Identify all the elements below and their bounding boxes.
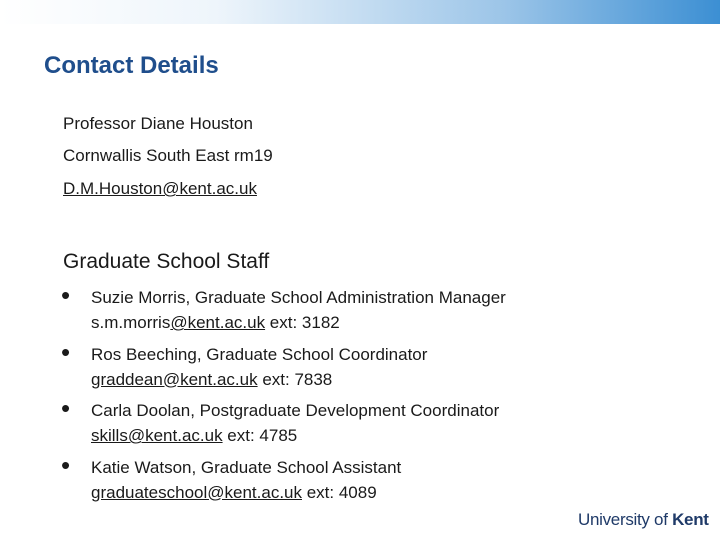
bullet-icon: • [61,393,71,423]
staff-name-role: Carla Doolan, Postgraduate Development Coordinator [91,401,500,420]
staff-list [60,280,700,510]
staff-list-item [60,393,700,454]
bullet-icon: • [61,449,71,480]
staff-extension: ext: 4089 [302,482,377,502]
staff-name-role: Katie Watson, Graduate School Assistant [91,457,402,477]
staff-heading: Graduate School Staff [63,250,270,273]
page-title: Contact Details [44,52,219,79]
logo-kent: Kent [672,510,709,529]
contact-location: Cornwallis South East rm19 [63,146,273,165]
staff-email-link[interactable]: @kent.ac.uk [170,313,266,332]
staff-email-prefix: s.m.morris [91,313,171,332]
staff-contact-line [91,426,297,446]
bullet-icon: • [61,280,71,310]
staff-name-role: Ros Beeching, Graduate School Coordinator [91,344,428,364]
logo-prefix: University of [578,510,673,529]
staff-extension: ext: 4785 [222,426,298,445]
staff-list-item [60,336,700,398]
bullet-icon: • [61,336,71,367]
staff-email-link[interactable]: graduateschool@kent.ac.uk [91,482,302,502]
staff-extension: ext: 7838 [257,369,333,389]
staff-name-role: Suzie Morris, Graduate School Administration Manager [91,288,506,307]
contact-email-line [63,179,257,199]
staff-email-link[interactable]: skills@kent.ac.uk [91,426,223,445]
staff-email-link[interactable]: graddean@kent.ac.uk [91,369,258,389]
staff-list-item [60,449,700,511]
staff-list-item [60,280,700,341]
staff-contact-line [91,370,332,390]
staff-contact-line [91,483,377,503]
contact-email-link[interactable]: D.M.Houston@kent.ac.uk [63,179,257,198]
contact-name: Professor Diane Houston [63,114,253,133]
staff-extension: ext: 3182 [265,313,340,332]
university-logo [578,510,709,530]
staff-contact-line [91,313,340,333]
top-gradient-banner [0,0,720,24]
